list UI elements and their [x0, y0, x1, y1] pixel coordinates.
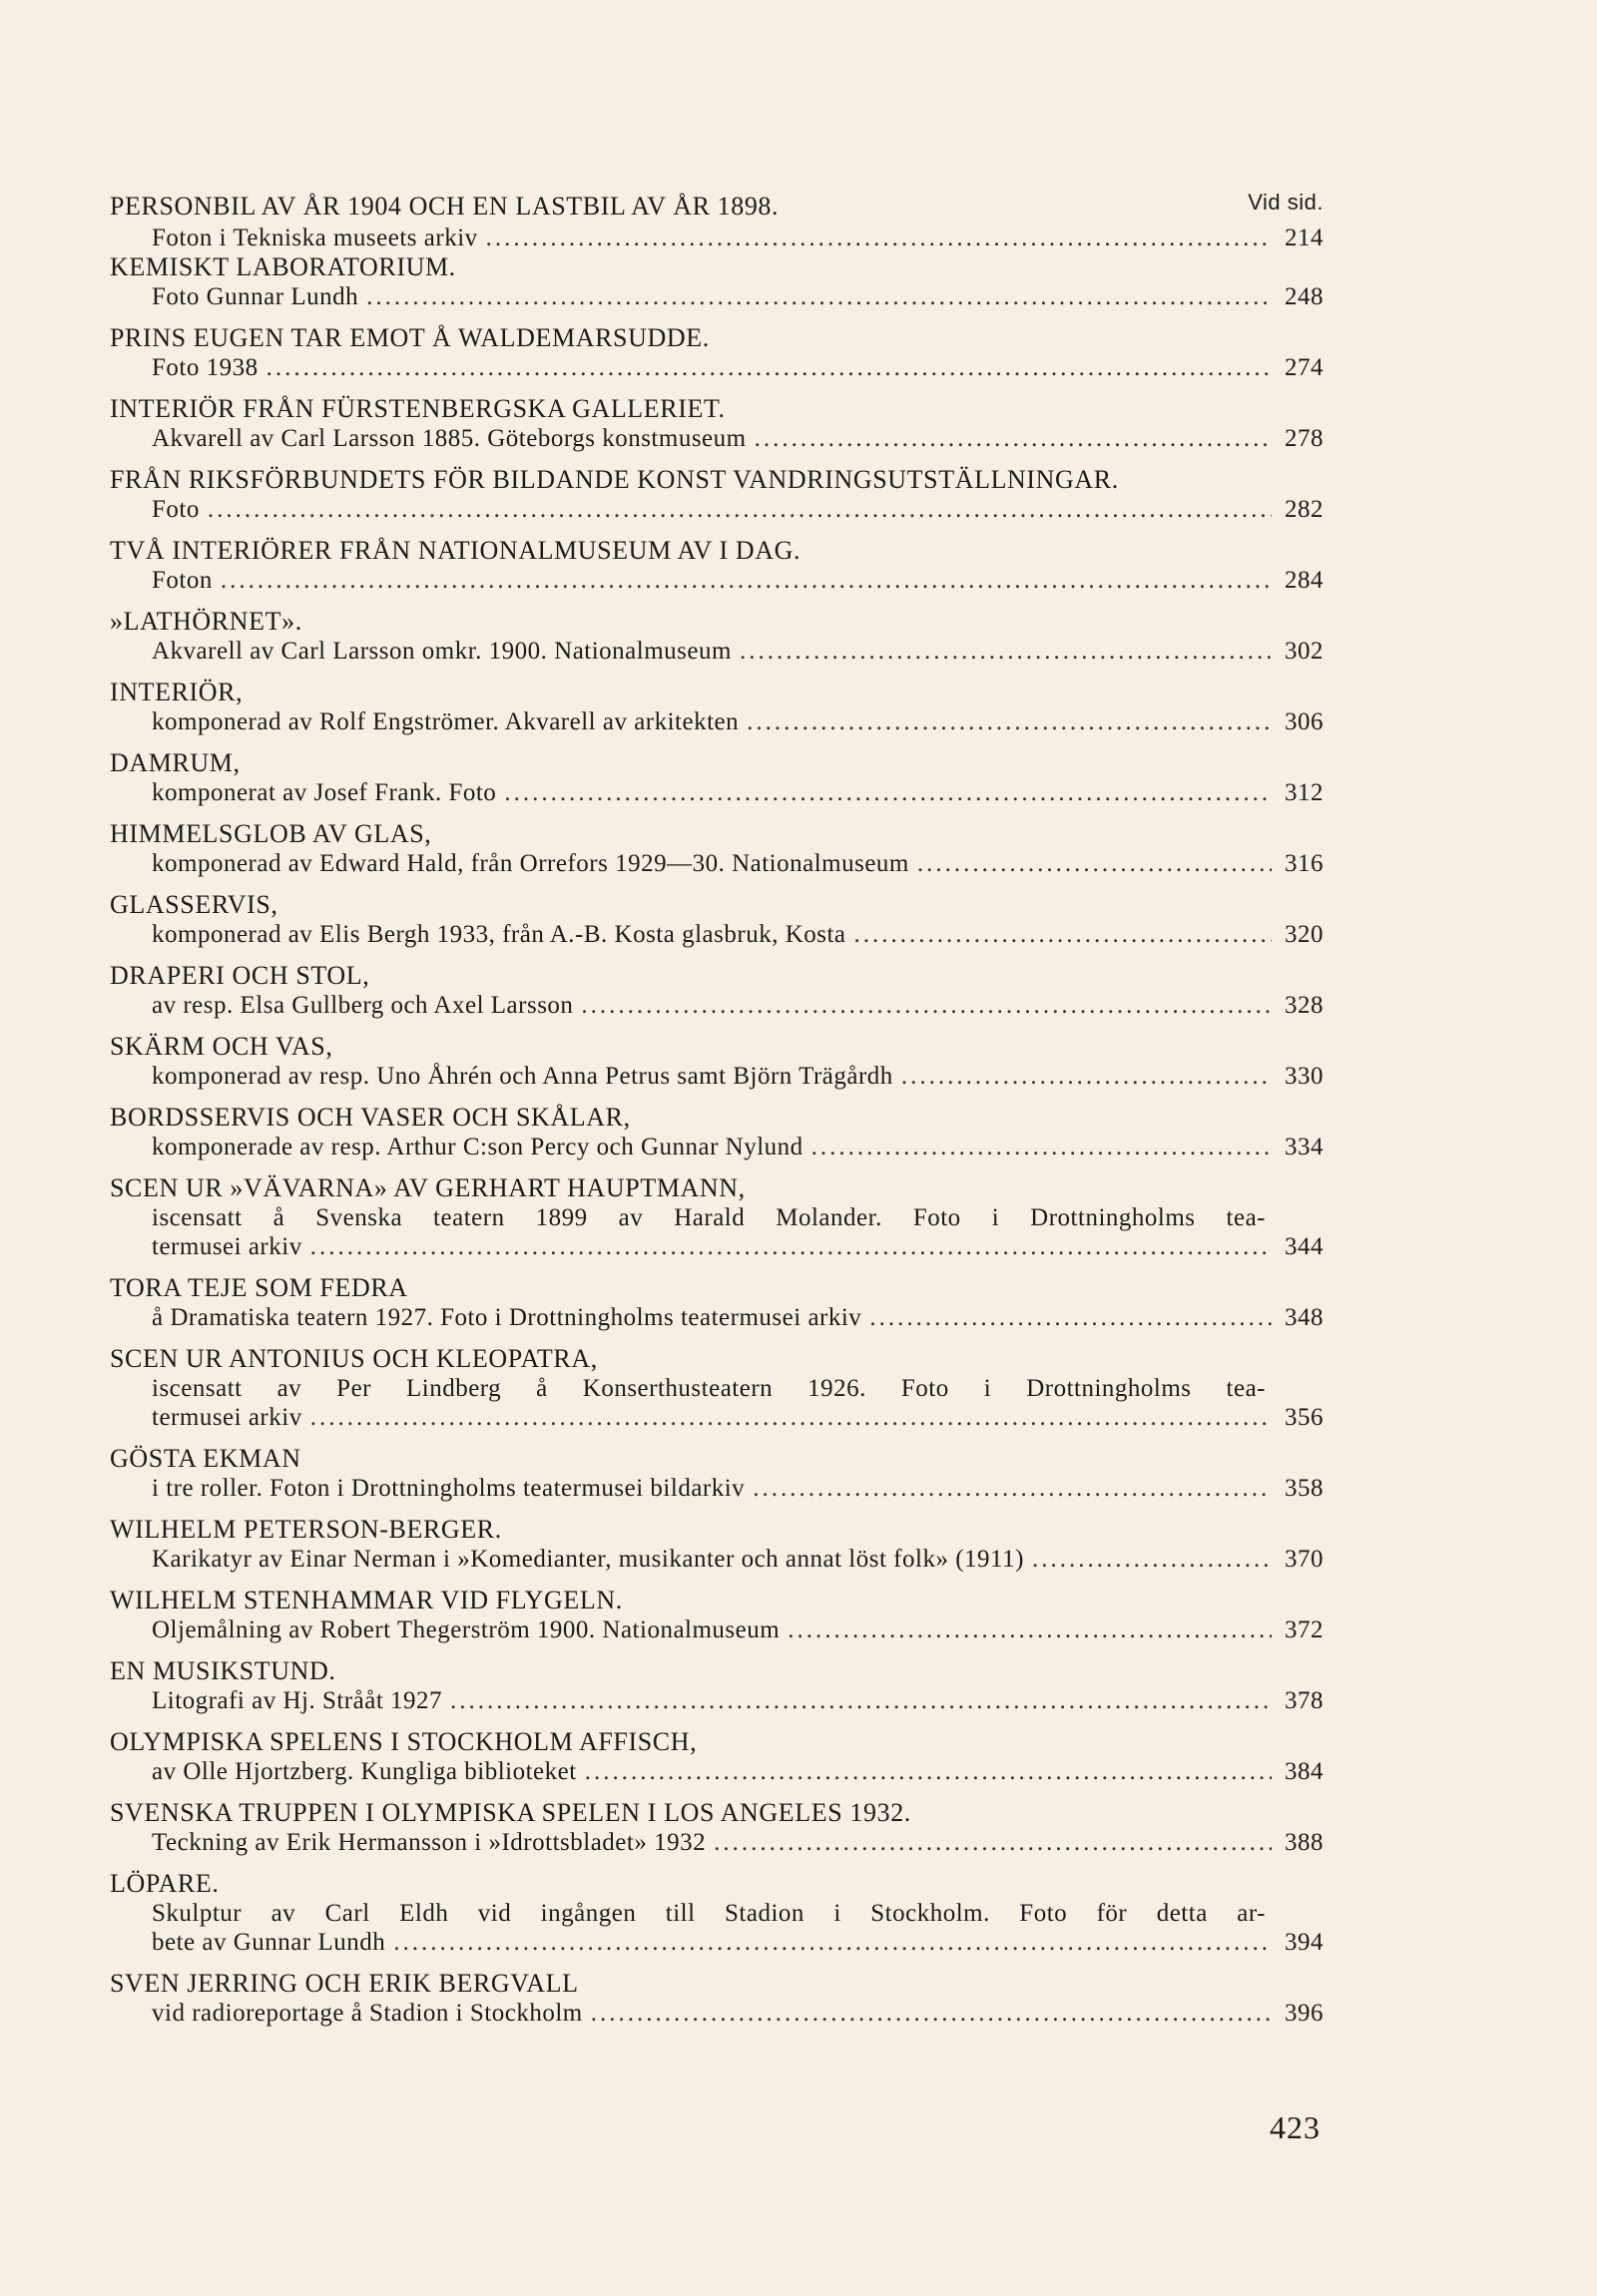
entry-caption: Karikatyr av Einar Nerman i »Komedianter, musikanter och annat löst folk» (1911) — [152, 1546, 1024, 1573]
entry-title: TORA TEJE SOM FEDRA — [110, 1273, 408, 1302]
entry-description — [110, 566, 1324, 595]
entry-page-number: 274 — [1285, 354, 1324, 381]
entry-page-number: 320 — [1285, 921, 1324, 948]
dot-leader — [310, 1403, 1272, 1432]
entry-caption-line: iscensatt å Svenska teatern 1899 av Harald Molander. Foto i Drottningholms tea- — [152, 1204, 1266, 1231]
entry-caption: Akvarell av Carl Larsson omkr. 1900. Nationalmuseum — [152, 638, 732, 665]
entry-title: »LATHÖRNET». — [110, 607, 302, 636]
dot-leader — [811, 1133, 1272, 1161]
entry-page-number: 330 — [1285, 1063, 1324, 1090]
entry-page-number: 378 — [1285, 1687, 1324, 1714]
entry-title: SCEN UR »VÄVARNA» AV GERHART HAUPTMANN, — [110, 1173, 746, 1202]
entry-description — [110, 1133, 1324, 1161]
entry-caption: å Dramatiska teatern 1927. Foto i Drottningholms teatermusei arkiv — [152, 1304, 862, 1331]
entry-description — [110, 920, 1324, 949]
entry-caption: komponerad av Elis Bergh 1933, från A.-B. Kosta glasbruk, Kosta — [152, 921, 846, 948]
entry-description — [110, 1303, 1324, 1332]
entry-caption: komponerad av Rolf Engströmer. Akvarell av arkitekten — [152, 708, 740, 735]
index-entry — [110, 394, 1324, 453]
dot-leader — [753, 1474, 1272, 1503]
entry-page-number: 348 — [1285, 1304, 1324, 1331]
entry-caption: Foton — [152, 567, 213, 594]
entry-caption: Teckning av Erik Hermansson i »Idrottsbladet» 1932 — [152, 1829, 707, 1856]
entry-caption: komponerad av Edward Hald, från Orrefors 1929—30. Nationalmuseum — [152, 850, 909, 877]
entry-caption: termusei arkiv — [152, 1233, 302, 1260]
entry-description — [110, 353, 1324, 382]
entry-title: BORDSSERVIS OCH VASER OCH SKÅLAR, — [110, 1103, 631, 1132]
entry-title: OLYMPISKA SPELENS I STOCKHOLM AFFISCH, — [110, 1727, 698, 1756]
entry-caption: komponerade av resp. Arthur C:son Percy och Gunnar Nylund — [152, 1134, 803, 1160]
entry-caption: Foto Gunnar Lundh — [152, 283, 359, 310]
dot-leader — [504, 778, 1272, 807]
index-entry — [110, 1444, 1324, 1503]
index-entry — [110, 323, 1324, 382]
index-entry — [110, 607, 1324, 666]
dot-leader — [581, 991, 1272, 1020]
entry-description — [110, 1374, 1324, 1432]
dot-leader — [208, 495, 1272, 524]
entry-page-number: 358 — [1285, 1475, 1324, 1502]
entry-description — [110, 282, 1324, 311]
entry-caption: vid radioreportage å Stadion i Stockholm — [152, 2000, 583, 2027]
entry-description — [110, 707, 1324, 736]
entry-description — [110, 224, 1324, 252]
entry-description — [110, 1757, 1324, 1786]
index-entry — [110, 1273, 1324, 1332]
entry-page-number: 306 — [1285, 708, 1324, 735]
illustration-index — [110, 188, 1324, 2028]
entry-title: DRAPERI OCH STOL, — [110, 961, 370, 990]
entry-caption: komponerad av resp. Uno Åhrén och Anna Petrus samt Björn Trägårdh — [152, 1063, 893, 1090]
entry-page-number: 356 — [1285, 1404, 1324, 1431]
dot-leader — [747, 707, 1272, 736]
index-entry — [110, 1798, 1324, 1857]
index-entry — [110, 1727, 1324, 1786]
index-entry — [110, 1032, 1324, 1091]
dot-leader — [740, 637, 1272, 666]
dot-leader — [917, 849, 1272, 878]
dot-leader — [585, 1757, 1272, 1786]
entry-caption: Litografi av Hj. Strååt 1927 — [152, 1687, 443, 1714]
entry-title: INTERIÖR FRÅN FÜRSTENBERGSKA GALLERIET. — [110, 394, 726, 423]
entry-title: WILHELM STENHAMMAR VID FLYGELN. — [110, 1586, 623, 1614]
index-header-row — [110, 188, 1324, 224]
entry-description — [110, 1999, 1324, 2028]
entry-page-number: 344 — [1285, 1233, 1324, 1260]
entry-description — [110, 424, 1324, 453]
entry-description — [110, 1474, 1324, 1503]
entry-caption-line: Skulptur av Carl Eldh vid ingången till Stadion i Stockholm. Foto för detta ar- — [152, 1900, 1266, 1927]
entry-page-number: 214 — [1285, 225, 1324, 251]
dot-leader — [788, 1615, 1272, 1644]
entry-title: LÖPARE. — [110, 1869, 220, 1898]
page-column-header: Vid sid. — [1248, 190, 1324, 215]
entry-page-number: 372 — [1285, 1616, 1324, 1643]
index-entry — [110, 1344, 1324, 1432]
entry-title: KEMISKT LABORATORIUM. — [110, 252, 456, 281]
index-entry — [110, 890, 1324, 949]
dot-leader — [366, 282, 1272, 311]
index-entry — [110, 1656, 1324, 1715]
dot-leader — [266, 353, 1272, 382]
entry-caption: bete av Gunnar Lundh — [152, 1929, 386, 1956]
entry-description — [110, 991, 1324, 1020]
entry-title: GLASSERVIS, — [110, 890, 278, 919]
entry-page-number: 328 — [1285, 992, 1324, 1019]
index-entry — [110, 465, 1324, 524]
index-entry — [110, 678, 1324, 736]
dot-leader — [755, 424, 1272, 453]
entry-page-number: 396 — [1285, 2000, 1324, 2027]
entry-page-number: 282 — [1285, 496, 1324, 523]
dot-leader — [1032, 1545, 1272, 1574]
entry-title: INTERIÖR, — [110, 678, 244, 706]
entry-description — [110, 849, 1324, 878]
entry-title: PERSONBIL AV ÅR 1904 OCH EN LASTBIL AV ÅR 1898. — [110, 192, 780, 221]
index-entry — [110, 252, 1324, 311]
entry-title: SVEN JERRING OCH ERIK BERGVALL — [110, 1969, 579, 1998]
entry-page-number: 370 — [1285, 1546, 1324, 1573]
index-entry — [110, 536, 1324, 595]
index-entry — [110, 1586, 1324, 1644]
entry-caption: komponerat av Josef Frank. Foto — [152, 779, 497, 806]
dot-leader — [901, 1062, 1272, 1091]
entry-description — [110, 1203, 1324, 1261]
index-entry — [110, 961, 1324, 1020]
entry-description — [110, 495, 1324, 524]
entry-title: SKÄRM OCH VAS, — [110, 1032, 333, 1061]
entry-page-number: 394 — [1285, 1929, 1324, 1956]
entry-page-number: 384 — [1285, 1758, 1324, 1785]
entry-page-number: 312 — [1285, 779, 1324, 806]
index-entry — [110, 1515, 1324, 1574]
entry-page-number: 388 — [1285, 1829, 1324, 1856]
dot-leader — [310, 1232, 1272, 1261]
dot-leader — [221, 566, 1272, 595]
dot-leader — [450, 1686, 1272, 1715]
entry-title: HIMMELSGLOB AV GLAS, — [110, 819, 432, 848]
entry-page-number: 316 — [1285, 850, 1324, 877]
entry-title: FRÅN RIKSFÖRBUNDETS FÖR BILDANDE KONST VANDRINGSUTSTÄLLNINGAR. — [110, 465, 1119, 494]
entry-description — [110, 1828, 1324, 1857]
entry-title: PRINS EUGEN TAR EMOT Å WALDEMARSUDDE. — [110, 323, 710, 352]
entry-caption: av resp. Elsa Gullberg och Axel Larsson — [152, 992, 574, 1019]
dot-leader — [393, 1928, 1272, 1957]
entry-description — [110, 637, 1324, 666]
entry-page-number: 302 — [1285, 638, 1324, 665]
entry-description — [110, 1686, 1324, 1715]
index-entry — [110, 1969, 1324, 2028]
entry-page-number: 278 — [1285, 425, 1324, 452]
entry-caption: Oljemålning av Robert Thegerström 1900. Nationalmuseum — [152, 1616, 781, 1643]
entry-title: DAMRUM, — [110, 748, 241, 777]
entry-title: WILHELM PETERSON-BERGER. — [110, 1515, 502, 1544]
index-entry — [110, 1103, 1324, 1161]
entry-description — [110, 1615, 1324, 1644]
entry-page-number: 248 — [1285, 283, 1324, 310]
index-entry — [110, 748, 1324, 807]
entry-caption-line: iscensatt av Per Lindberg å Konserthusteatern 1926. Foto i Drottningholms tea- — [152, 1375, 1266, 1402]
index-entry — [110, 819, 1324, 878]
dot-leader — [591, 1999, 1272, 2028]
entry-page-number: 334 — [1285, 1134, 1324, 1160]
index-entry — [110, 1173, 1324, 1261]
entry-caption: Foton i Tekniska museets arkiv — [152, 225, 478, 251]
index-entry — [110, 188, 1324, 252]
entry-caption: av Olle Hjortzberg. Kungliga biblioteket — [152, 1758, 577, 1785]
index-entry — [110, 1869, 1324, 1957]
dot-leader — [854, 920, 1272, 949]
entry-title: SVENSKA TRUPPEN I OLYMPISKA SPELEN I LOS ANGELES 1932. — [110, 1798, 911, 1827]
entry-title: GÖSTA EKMAN — [110, 1444, 301, 1473]
entry-title: SCEN UR ANTONIUS OCH KLEOPATRA, — [110, 1344, 598, 1373]
entry-caption: Foto 1938 — [152, 354, 259, 381]
entry-description — [110, 1899, 1324, 1957]
entry-title: TVÅ INTERIÖRER FRÅN NATIONALMUSEUM AV I DAG. — [110, 536, 801, 565]
entry-description — [110, 1062, 1324, 1091]
entry-caption: i tre roller. Foton i Drottningholms teatermusei bildarkiv — [152, 1475, 746, 1502]
dot-leader — [714, 1828, 1272, 1857]
dot-leader — [869, 1303, 1272, 1332]
entry-caption: termusei arkiv — [152, 1404, 302, 1431]
entry-page-number: 284 — [1285, 567, 1324, 594]
page-folio: 423 — [1270, 2109, 1321, 2145]
entry-description — [110, 1545, 1324, 1574]
entry-caption: Foto — [152, 496, 200, 523]
entry-description — [110, 778, 1324, 807]
entry-title: EN MUSIKSTUND. — [110, 1656, 336, 1685]
dot-leader — [486, 224, 1272, 252]
entry-caption: Akvarell av Carl Larsson 1885. Göteborgs konstmuseum — [152, 425, 747, 452]
